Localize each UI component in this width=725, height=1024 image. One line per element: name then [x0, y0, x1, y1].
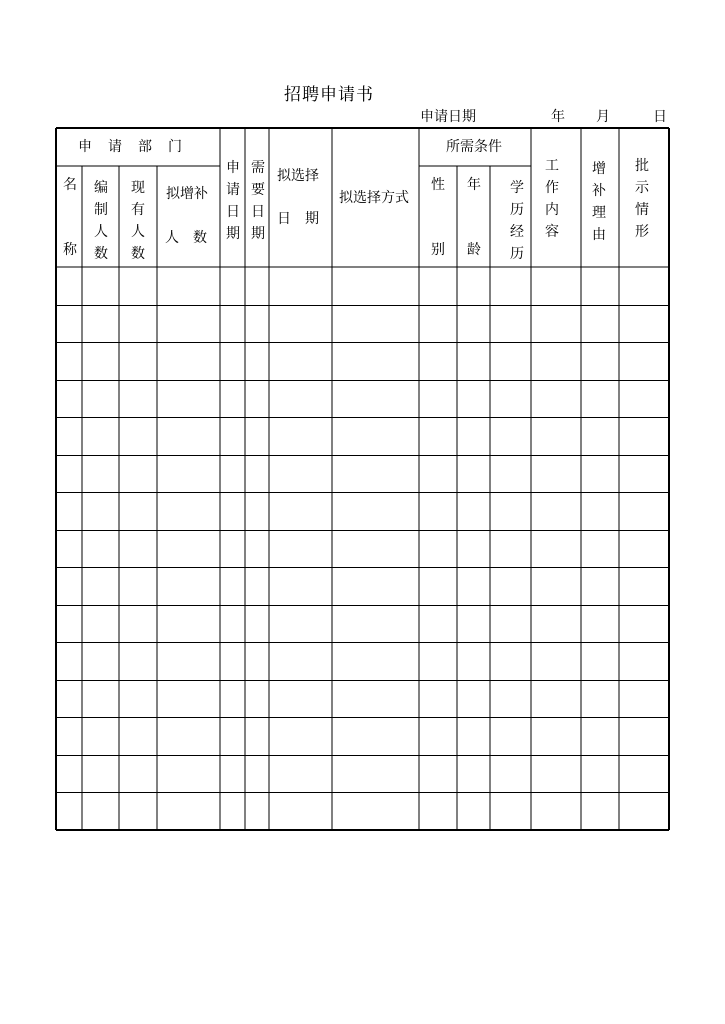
job-content-header: 工 作 内 容 — [545, 158, 559, 240]
education-header: 学 历 经 历 — [510, 180, 524, 262]
apply-date-header: 申 请 日 期 — [226, 160, 240, 242]
apply-date-label: 申请日期 — [420, 109, 476, 125]
select-date-header-top: 拟选择 — [277, 168, 319, 184]
month-label: 月 — [596, 109, 610, 125]
approval-header: 批 示 情 形 — [635, 158, 649, 240]
current-headcount-header: 现 有 人 数 — [131, 180, 145, 262]
day-label: 日 — [653, 109, 667, 125]
department-header: 申 请 部 门 — [78, 139, 183, 155]
select-method-header: 拟选择方式 — [339, 190, 409, 206]
need-date-header: 需 要 日 期 — [251, 160, 265, 242]
age-header-bottom: 龄 — [467, 242, 481, 258]
page-title: 招聘申请书 — [284, 85, 374, 105]
planned-header-top: 拟增补 — [166, 186, 208, 202]
select-date-header-bottom: 日 期 — [277, 211, 319, 227]
planned-header-bottom: 人 数 — [165, 230, 207, 246]
year-label: 年 — [551, 109, 565, 125]
gender-header-top: 性 — [431, 177, 445, 193]
age-header-top: 年 — [467, 177, 481, 193]
staffing-header: 编 制 人 数 — [94, 180, 108, 262]
name-header-bottom: 称 — [63, 242, 77, 258]
requirements-header: 所需条件 — [446, 139, 502, 155]
name-header-top: 名 — [63, 177, 77, 193]
reason-header: 增 补 理 由 — [592, 161, 606, 243]
gender-header-bottom: 别 — [431, 242, 445, 258]
